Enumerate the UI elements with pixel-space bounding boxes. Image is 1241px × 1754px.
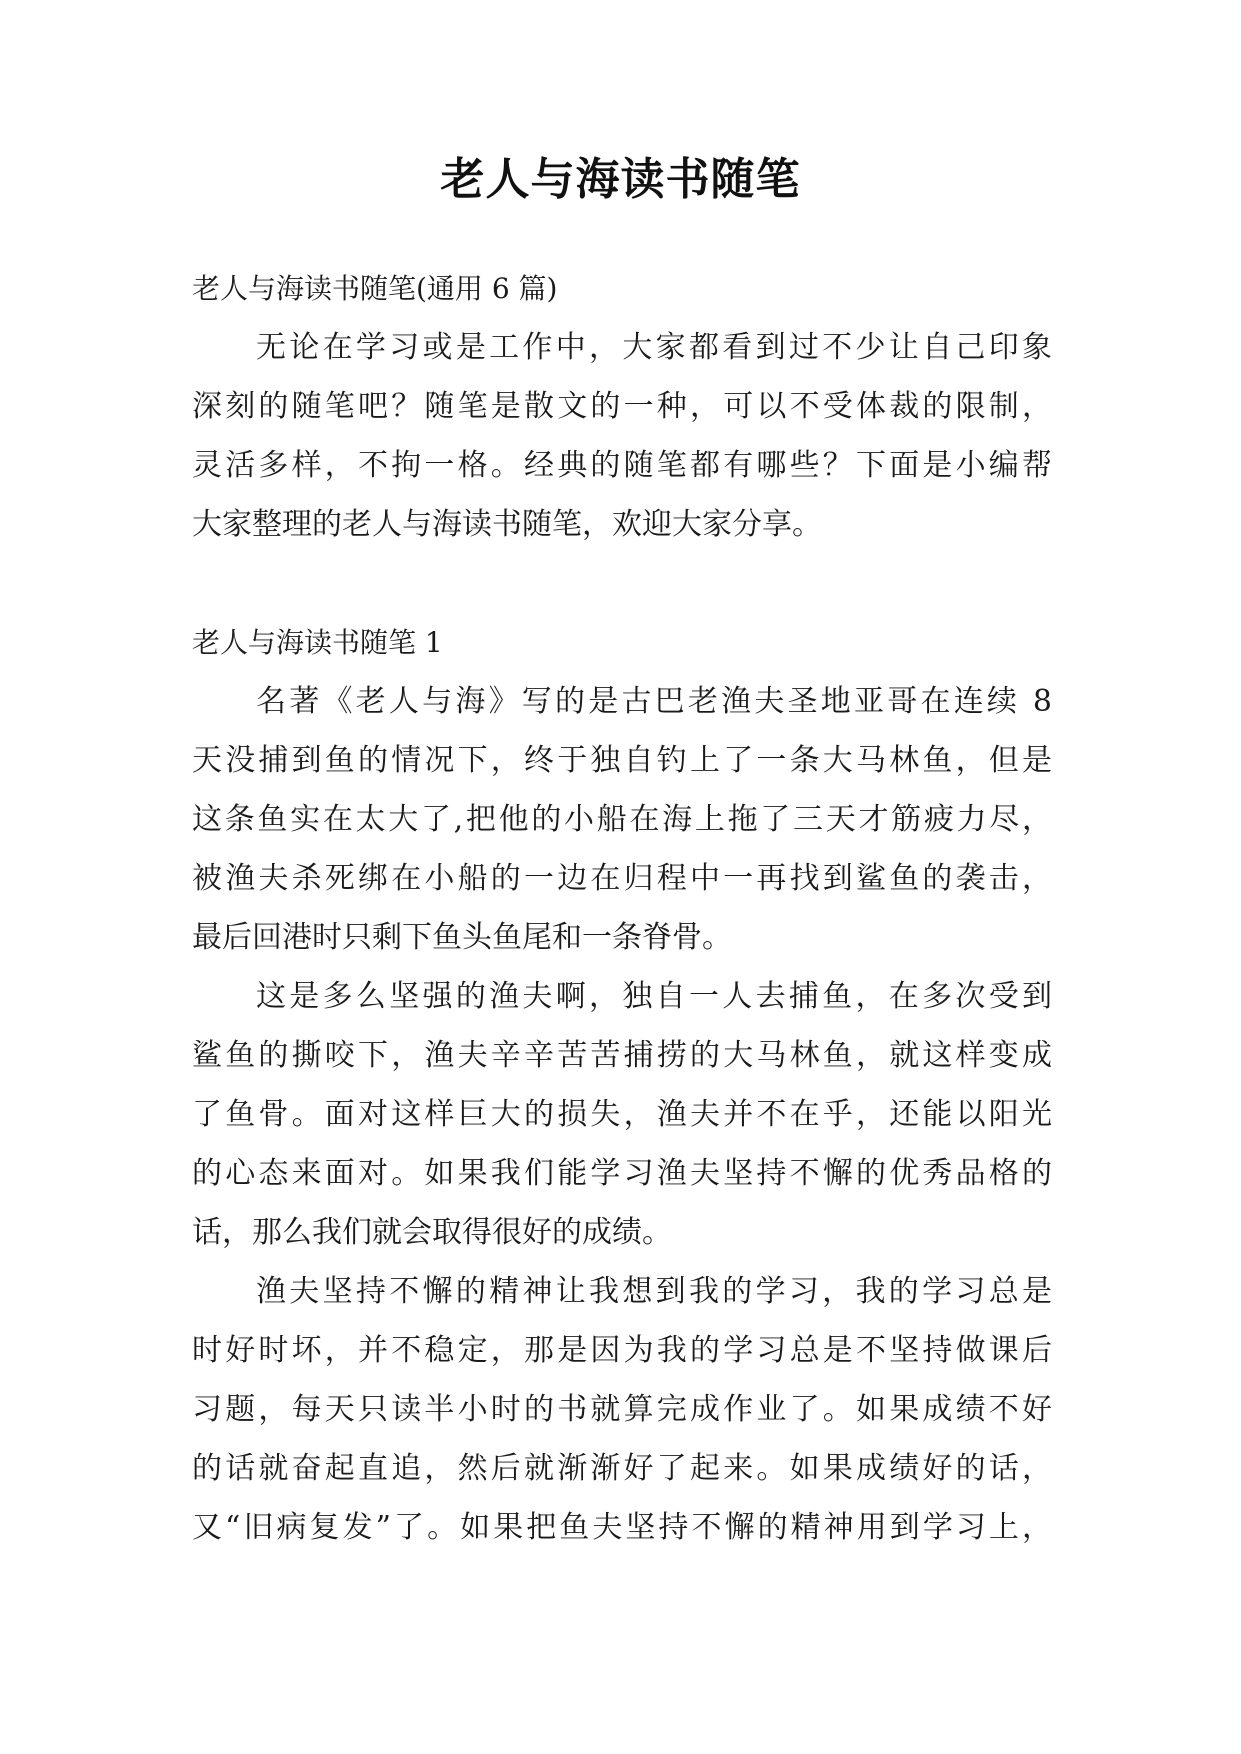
section-1-paragraph-3 xyxy=(192,1262,1052,1557)
section-1-paragraph-1 xyxy=(192,672,1052,967)
paragraph-line: 这是多么坚强的渔夫啊，独自一人去捕鱼，在多次受到 xyxy=(256,979,1052,1014)
intro-paragraph xyxy=(192,318,1052,554)
paragraph-line: 灵活多样，不拘一格。经典的随笔都有哪些？下面是小编帮 xyxy=(192,448,1052,483)
paragraph-line: 名著《老人与海》写的是古巴老渔夫圣地亚哥在连续 8 xyxy=(256,684,1052,719)
paragraph-line: 无论在学习或是工作中，大家都看到过不少让自己印象 xyxy=(256,330,1052,365)
paragraph-line: 渔夫坚持不懈的精神让我想到我的学习，我的学习总是 xyxy=(256,1274,1052,1309)
paragraph-line: 被渔夫杀死绑在小船的一边在归程中一再找到鲨鱼的袭击， xyxy=(192,861,1052,896)
paragraph-line: 的心态来面对。如果我们能学习渔夫坚持不懈的优秀品格的 xyxy=(192,1156,1052,1191)
section-1-paragraph-2 xyxy=(192,967,1052,1262)
paragraph-line: 又“旧病复发”了。如果把鱼夫坚持不懈的精神用到学习上， xyxy=(192,1510,1052,1545)
paragraph-line: 时好时坏，并不稳定，那是因为我的学习总是不坚持做课后 xyxy=(192,1333,1052,1368)
paragraph-line: 大家整理的老人与海读书随笔，欢迎大家分享。 xyxy=(192,507,822,542)
document-title: 老人与海读书随笔 xyxy=(440,154,801,205)
paragraph-line: 的话就奋起直追，然后就渐渐好了起来。如果成绩好的话， xyxy=(192,1451,1052,1486)
document-body xyxy=(192,259,1052,1557)
paragraph-line: 深刻的随笔吧？随笔是散文的一种，可以不受体裁的限制， xyxy=(192,389,1052,424)
section-heading: 老人与海读书随笔 1 xyxy=(192,626,443,659)
paragraph-line: 这条鱼实在太大了,把他的小船在海上拖了三天才筋疲力尽， xyxy=(192,802,1052,837)
paragraph-line: 话，那么我们就会取得很好的成绩。 xyxy=(192,1215,672,1250)
paragraph-line: 了鱼骨。面对这样巨大的损失，渔夫并不在乎，还能以阳光 xyxy=(192,1097,1052,1132)
paragraph-line: 最后回港时只剩下鱼头鱼尾和一条脊骨。 xyxy=(192,920,732,955)
document-subtitle: 老人与海读书随笔(通用 6 篇) xyxy=(192,272,558,305)
paragraph-line: 习题，每天只读半小时的书就算完成作业了。如果成绩不好 xyxy=(192,1392,1052,1427)
paragraph-line: 鲨鱼的撕咬下，渔夫辛辛苦苦捕捞的大马林鱼，就这样变成 xyxy=(192,1038,1052,1073)
paragraph-line: 天没捕到鱼的情况下，终于独自钓上了一条大马林鱼，但是 xyxy=(192,743,1052,778)
section-spacer xyxy=(192,554,1052,613)
